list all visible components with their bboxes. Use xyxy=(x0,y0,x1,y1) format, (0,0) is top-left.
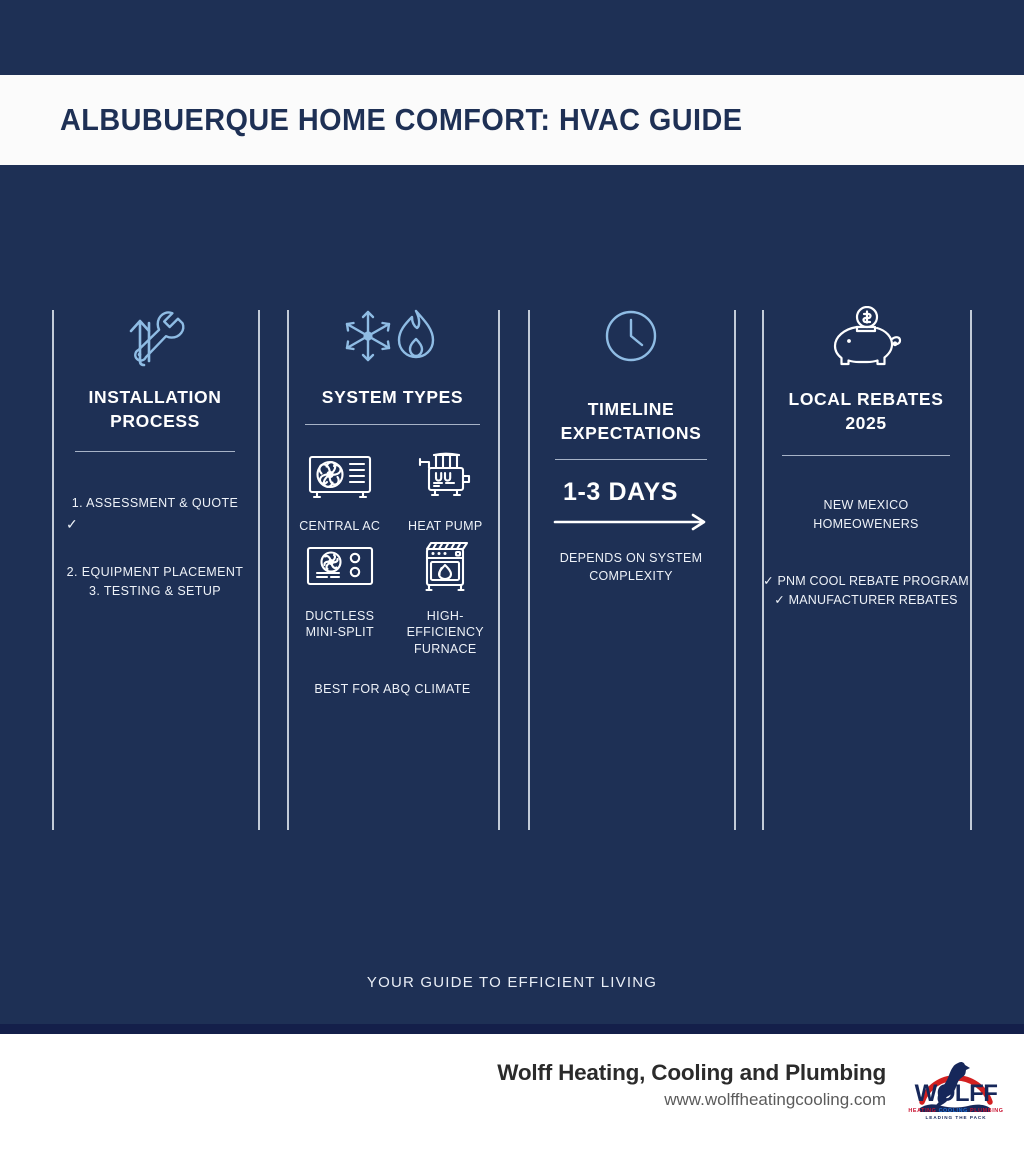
tagline: YOUR GUIDE TO EFFICIENT LIVING xyxy=(366,974,658,991)
snowflake-flame-icon xyxy=(287,300,498,372)
column-title-line1: TIMELINE xyxy=(587,399,675,419)
arrow-right-icon xyxy=(528,513,734,531)
system-central-ac xyxy=(287,447,393,535)
company-logo[interactable] xyxy=(902,1050,1010,1146)
footer-divider-rule xyxy=(0,1024,1024,1034)
climate-note: BEST FOR ABQ CLIMATE xyxy=(314,682,471,697)
footer xyxy=(0,1034,1024,1154)
divider-line-6 xyxy=(734,310,736,830)
column-title xyxy=(528,398,734,445)
column-title-line1: LOCAL REBATES xyxy=(788,389,944,409)
title-underline xyxy=(555,459,707,460)
system-label-line1: HIGH-EFFICIENCY xyxy=(406,608,484,640)
timeline-note-line1: DEPENDS ON SYSTEM xyxy=(559,551,703,566)
system-label: CENTRAL AC xyxy=(299,518,381,533)
logo-service-cooling: COOLING xyxy=(938,1108,968,1114)
check-icon: ✓ xyxy=(66,515,78,532)
divider-line-4 xyxy=(498,310,500,830)
top-navy-band xyxy=(0,0,1024,75)
system-label-line2: FURNACE xyxy=(413,642,477,657)
column-title: SYSTEM TYPES xyxy=(321,387,464,407)
system-label-line1: DUCTLESS xyxy=(305,608,375,623)
column-title-line2: PROCESS xyxy=(110,410,200,431)
spacer xyxy=(52,533,258,563)
step-item: 2. EQUIPMENT PLACEMENT xyxy=(66,564,244,579)
footer-text-block xyxy=(497,1050,886,1110)
column-title xyxy=(52,386,258,433)
timeline-note xyxy=(528,549,734,585)
column-timeline-expectations xyxy=(528,300,734,586)
title-bar xyxy=(0,75,1024,165)
title-underline xyxy=(782,455,950,456)
column-title xyxy=(762,388,970,435)
column-title-line2: 2025 xyxy=(845,412,887,433)
rebate-audience xyxy=(762,496,970,534)
title-underline xyxy=(305,424,480,425)
rebate-item: ✓ MANUFACTURER REBATES xyxy=(774,593,958,608)
timeline-note-line2: COMPLEXITY xyxy=(589,569,673,584)
divider-line-8 xyxy=(970,310,972,830)
central-ac-icon xyxy=(307,447,373,509)
heat-pump-icon xyxy=(412,447,478,509)
divider-line-2 xyxy=(258,310,260,830)
rebate-list xyxy=(762,572,970,611)
logo-service-heating: HEATING xyxy=(908,1108,937,1114)
logo-caption xyxy=(902,1082,1010,1120)
system-label xyxy=(393,608,499,659)
system-type-grid xyxy=(287,447,498,659)
rebate-item: ✓ PNM COOL REBATE PROGRAM xyxy=(763,573,969,588)
logo-wordmark: WOLFF xyxy=(914,1080,998,1107)
timeline-stat: 1-3 DAYS xyxy=(563,478,679,507)
step-item: 3. TESTING & SETUP xyxy=(89,584,221,598)
system-label xyxy=(305,608,374,642)
installation-steps xyxy=(52,494,258,601)
page-title: ALBUBUERQUE HOME COMFORT: HVAC GUIDE xyxy=(60,102,743,137)
column-system-types xyxy=(287,300,498,696)
furnace-icon xyxy=(416,537,474,599)
company-website[interactable]: www.wolffheatingcooling.com xyxy=(664,1090,886,1109)
step-item: 1. ASSESSMENT & QUOTE xyxy=(71,496,239,511)
logo-tagline: LEADING THE PACK xyxy=(925,1115,987,1120)
title-underline xyxy=(75,451,235,452)
rebate-audience-line2: HOMEOWENERS xyxy=(813,517,919,531)
mini-split-icon xyxy=(305,537,375,599)
column-title-line1: INSTALLATION xyxy=(88,387,222,407)
system-label-line2: MINI-SPLIT xyxy=(305,625,374,640)
column-title-line2: EXPECTATIONS xyxy=(560,422,702,443)
system-heat-pump xyxy=(393,447,499,535)
company-name: Wolff Heating, Cooling and Plumbing xyxy=(497,1060,886,1085)
clock-icon xyxy=(528,300,734,372)
system-furnace xyxy=(393,537,499,659)
system-label: HEAT PUMP xyxy=(408,518,483,533)
rebate-audience-line1: NEW MEXICO xyxy=(823,498,909,513)
footer-content xyxy=(497,1050,1024,1146)
system-mini-split xyxy=(287,537,393,659)
logo-services xyxy=(902,1108,1010,1114)
column-installation-process xyxy=(52,300,258,601)
logo-service-plumbing: PLUMBING xyxy=(970,1108,1004,1114)
column-local-rebates xyxy=(762,300,970,611)
piggy-bank-icon xyxy=(762,300,970,374)
wrench-arrow-icon xyxy=(52,300,258,372)
